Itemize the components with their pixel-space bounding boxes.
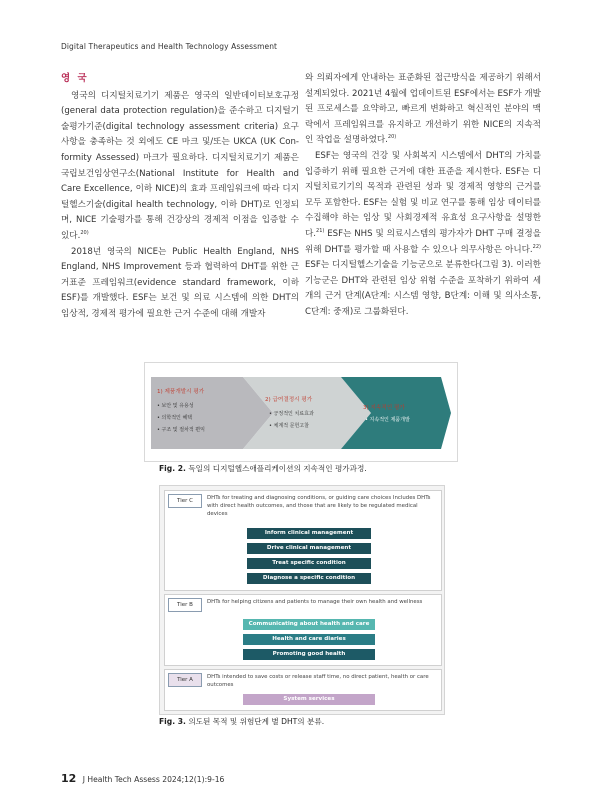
tier-c-description: DHTs for treating and diagnosing conditions, or guiding care choices Includes DHTs with direct health outcomes, and those that are likely to be regulated medical devices	[207, 495, 431, 517]
stage-2-title: 2) 급여결정시 평가	[265, 397, 313, 403]
page-footer	[61, 772, 224, 785]
tier-b-label: Tier B	[168, 598, 202, 612]
figure-3	[159, 485, 445, 715]
stage-2-item: • 긍정적인 치료효과	[269, 411, 314, 417]
stage-1-item: • 보안 및 유용성	[157, 403, 194, 409]
running-head: Digital Therapeutics and Health Technology Assessment	[61, 42, 278, 51]
pill-promoting-good-health: Promoting good health	[243, 649, 375, 660]
paragraph: 와 의뢰자에게 안내하는 표준화된 접근방식을 제공하기 위해서 설계되었다. 2021년 4월에 업데이트된 ESF에서는 ESF가 개발된 프로세스를 요약하고, 빠르게 변화하고 혁신적인 분야의 맥락에서 프레임워크를 유지하고 개선하기 위한 NICE의 지속적인 작업을 설명하였다.$^{20)}$	[305, 73, 541, 146]
reference-mark: 20)	[80, 230, 89, 237]
stage-3-title: 3) 지속적인 평가	[363, 405, 405, 411]
tier-c-label: Tier C	[168, 494, 202, 508]
figure-2	[144, 362, 458, 462]
pill-drive-clinical-management: Drive clinical management	[247, 543, 371, 554]
pill-communicating-about-health: Communicating about health and care	[243, 619, 375, 630]
tier-b-description: DHTs for helping citizens and patients to manage their own health and wellness	[207, 599, 423, 605]
pill-system-services: System services	[243, 694, 375, 705]
right-column	[305, 71, 541, 321]
paragraph: ESF는 영국의 건강 및 사회복지 시스템에서 DHT의 가치를 입증하기 위해 필요한 근거에 대한 표준을 제시한다. ESF는 디지털치료기기의 목적과 관련된 성과 및 경제적 영향의 근거를 모두 포함한다. ESF는 실험 및 비교 연구를 통해 임상 데이터를 수집해야 하는 임상 및 사회경제적 유효성 요구사항을 설명한다.$^{21)}$ ESF는 NHS 및 의료시스템의 평가자가 DHT 구매 결정을 위해 DHT를 평가할 때 사용할 수 있으나 의무사항은 아니다.$^{22)}$ ESF는 디지털헬스기술을 기능군으로 분류한다(그림 3). 이러한 기능군은 DHT와 관련된 임상 위험 수준을 포착하기 위하여 세개의 근거 단계(A단계: 시스템 영향, B단계: 이해 및 의사소통, C단계: 중재)로 그룹화된다.	[305, 150, 541, 317]
pill-treat-specific-condition: Treat specific condition	[247, 558, 371, 569]
figure-2-caption: Fig. 2. 독일의 디지털헬스애플리케이션의 지속적인 평가과정.	[159, 464, 367, 473]
tier-a-description: DHTs intended to save costs or release staff time, no direct patient, health or care outcomes	[207, 674, 429, 688]
section-heading: 영 국	[61, 73, 89, 84]
stage-1-item: • 의학적인 혜택	[157, 415, 193, 421]
reference-mark: 20)	[387, 134, 397, 141]
page-number: 12	[61, 772, 77, 785]
paragraph: 2018년 영국의 NICE는 Public Health England, NHS England, NHS Improvement 등과 협력하여 DHT를 위한 근거표준 프레임워크(evidence standard framework, 이하 ESF)를 개발했다. ESF는 보건 및 의료 시스템에 의한 DHT의 임상적, 경제적 평가에 필요한 근거 수준에 대해 개발자	[61, 246, 299, 319]
stage-1-title: 1) 제품개발시 평가	[157, 389, 205, 395]
journal-citation: J Health Tech Assess 2024;12(1):9-16	[82, 775, 225, 784]
pill-diagnose-specific-condition: Diagnose a specific condition	[247, 573, 371, 584]
left-column	[61, 71, 299, 323]
stage-1-item: • 구조 및 절차적 편익	[157, 427, 205, 433]
tier-a-label: Tier A	[168, 673, 202, 687]
stage-2-item: • 체계적 문헌고찰	[269, 423, 309, 429]
reference-mark: 21)	[316, 228, 325, 235]
pill-health-and-care-diaries: Health and care diaries	[243, 634, 375, 645]
tier-b-panel	[164, 594, 442, 666]
tier-a-panel	[164, 669, 442, 711]
paragraph: 영국의 디지털치료기기 제품은 영국의 일반데이터보호규정(general data protection regulation)을 준수하고 디지털기술평가기준(digital technology assessment criteria) 요구사항을 충족하는 것 외에도 CE 마크 및/또는 UKCA (UK Con-formity Assessed) 마크가 필요하다. 디지털치료기기 제품은 국립보건임상연구소(National Institute for Health and Care Excellence, 이하 NICE)의 효과 프레임워크에 따라 디지털헬스기술(digital health technology, 이하 DHT)로 인정되며, NICE 기술평가를 통해 건강상의 경제적 이점을 입증할 수 있다.$^{20)}$	[61, 90, 299, 241]
tier-c-panel	[164, 490, 442, 591]
stage-3-item: • 지속적인 제품개발	[365, 417, 410, 423]
pill-inform-clinical-management: Inform clinical management	[247, 528, 371, 539]
figure-3-caption: Fig. 3. 의도된 목적 및 위험단계 별 DHT의 분류.	[159, 717, 325, 726]
reference-mark: 22)	[532, 243, 541, 250]
